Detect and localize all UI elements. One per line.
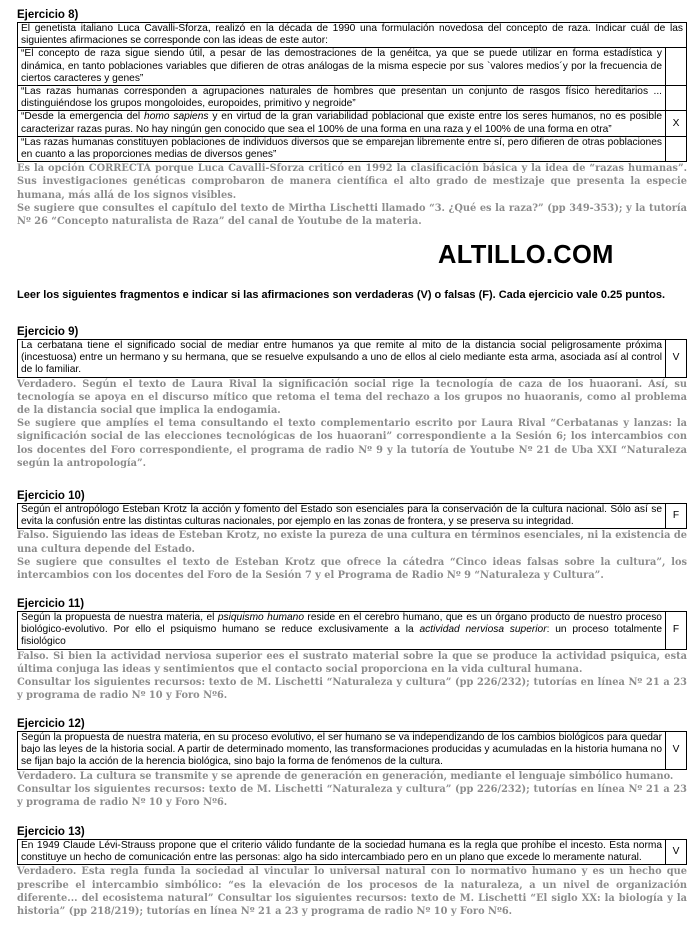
watermark-logo: ALTILLO.COM: [438, 241, 614, 269]
exercise-title: Ejercicio 12): [17, 718, 85, 730]
option-2[interactable]: “Las razas humanas corresponden a agrupaciones naturales de hombres que presentan un conjunto de rasgos físico hereditarios ... distinguiéndose los grupos mongoloides, europoides, primitivo y negroide”: [18, 86, 666, 111]
option-1[interactable]: “El concepto de raza sigue siendo útil, a pesar de las demostraciones de la genéitca, ya que se puede utilizar en forma estadística y dinámica, en tanto poblaciones variables que difieren de otras análogas de la misma especie por sus `valores medios´y por la frecuencia de ciertos caracteres y genes”: [18, 48, 666, 86]
statement-part-c: : un proceso totalmente fisiológico: [21, 624, 662, 648]
feedback-text: Falso. Siguiendo las ideas de Esteban Krotz, no existe la pureza de una cultura en términos esenciales, ni la existencia de una cultura depende del Estado.: [17, 530, 687, 555]
option-4-mark[interactable]: [666, 136, 687, 161]
instructions: Leer los siguientes fragmentos e indicar si las afirmaciones son verdaderas (V) o falsas (F). Cada ejercicio vale 0.25 puntos.: [17, 289, 666, 301]
statement: En 1949 Claude Lévi-Strauss propone que el criterio válido fundante de la sociedad humana es la regla que prohíbe el incesto. Esta norma constituye un hecho de comunicación entre las personas: algo ha sido intercambiado pero en un plano que excede lo meramente natural.: [18, 840, 666, 865]
suggestion-text: Se sugiere que consultes el capítulo del texto de Mirtha Lischetti llamado “3. ¿Qué es la raza?” (pp 349-353); y la tutoría Nº 26 “Concepto naturalista de Raza” del canal de Youtube de la materia.: [17, 202, 687, 228]
exercise-title: Ejercicio 9): [17, 326, 79, 338]
exercise-9-table: [17, 339, 687, 378]
suggestion-text: Se sugiere que consultes el texto de Esteban Krotz que ofrece la cátedra “Cinco ideas falsas sobre la cultura”, los intercambios con los docentes del Foro de la Sesión 7 y el Programa de Radio Nº 9 “Naturaleza y Cultura”.: [17, 556, 687, 582]
answer-mark[interactable]: F: [666, 504, 687, 529]
exercise-title: Ejercicio 13): [17, 826, 85, 838]
answer-mark[interactable]: V: [666, 732, 687, 770]
feedback-text: Verdadero. Esta regla funda la sociedad al vincular lo universal natural con lo normativo humano y es un hecho que prescribe el intercambio simbólico: “es la elevación de los procesos de la naturaleza, a un nivel de organización diferente... del ecosistema natural” Consultar los siguientes recursos: texto de M. Lischetti “El siglo XX: la biología y la historia” (pp 218/219); tutorías en línea Nº 21 a 23 y programa de radio Nº 10 y Foro Nº6.: [17, 866, 687, 918]
statement-part-a: Según la propuesta de nuestra materia, el: [21, 612, 218, 623]
exercise-10: [17, 490, 687, 582]
statement-part-b: reside en el cerebro humano, que es un órgano producto de nuestro proceso biológico-evolutivo. Por ello el psiquismo humano se reduce exclusivamente a la: [21, 612, 662, 636]
statement: Según la propuesta de nuestra materia, en su proceso evolutivo, el ser humano se va independizando de los cambios biológicos para quedar bajo las leyes de la historia social. A partir de determinado momento, las transformaciones producidas y acumuladas en la historia humana no se fijan bajo la acción de la herencia biológica, sino bajo la forma de fenómenos de la cultura.: [18, 732, 666, 770]
feedback-text: Es la opción CORRECTA porque Luca Cavalli-Sforza criticó en 1992 la clasificación básica y la idea de “razas humanas”. Sus investigaciones genéticas comprobaron de manera científica el alto grado de mestizaje que presenta la especie humana, más allá de los signos visibles.: [17, 163, 687, 201]
option-2-mark[interactable]: [666, 86, 687, 111]
suggestion-text: Consultar los siguientes recursos: texto de M. Lischetti “Naturaleza y cultura” (pp 226/232); tutorías en línea Nº 21 a 23 y programa de radio Nº 10 y Foro Nº6.: [17, 783, 687, 809]
exercise-title: Ejercicio 10): [17, 490, 85, 502]
feedback-text: Falso. Si bien la actividad nerviosa superior ees el sustrato material sobre la que se produce la actividad psiquica, esta última conjuga las ideas y sentimientos que el contacto social proporciona en la vida cultural humana.: [17, 650, 687, 675]
option-4[interactable]: “Las razas humanas constituyen poblaciones de individuos diversos que se emparejan libremente entre sí, pero difieren de otras poblaciones en cuanto a las proporciones medias de diversos genes”: [18, 136, 666, 161]
feedback-text: Verdadero. Según el texto de Laura Rival la significación social rige la tecnología de caza de los huaorani. Así, su tecnología se apoya en el discurso mítico que retoma el tema del rechazo a los grupos no huaoranis, como al problema de la distancia social que implica la endogamia.: [17, 378, 687, 417]
option-3-italic: homo sapiens: [144, 111, 209, 123]
suggestion-text: Consultar los siguientes recursos: texto de M. Lischetti “Naturaleza y cultura” (pp 226/232); tutorías en línea Nº 21 a 23 y programa de radio Nº 10 y Foro Nº6.: [17, 677, 687, 702]
answer-mark[interactable]: V: [666, 840, 687, 865]
exercise-10-table: [17, 503, 687, 529]
exercise-title: Ejercicio 11): [17, 598, 85, 610]
option-3-text-b: y en virtud de la gran variabilidad poblacional que existe entre los seres humanos, no es posible caracterizar razas puras. No hay ningún gen conocido que sea el 100% de una forma en una raza y el 100% de una forma en otra”: [21, 111, 662, 135]
suggestion-text: Se sugiere que amplíes el tema consultando el texto complementario escrito por Laura Rival “Cerbatanas y lanzas: la significación social de las elecciones tecnológicas de los huaorani” correspondiente a la Sesión 6; los intercambios con los docentes del Foro correspondiente, el programa de radio Nº 9 y la tutoría de Youtube Nº 21 de Uba XXI “Naturaleza según la antropología”.: [17, 418, 687, 469]
exercise-8: [17, 9, 687, 228]
exercise-11-table: [17, 611, 687, 650]
exercise-12-table: [17, 731, 687, 770]
exercise-9: [17, 326, 687, 470]
feedback-text: Verdadero. La cultura se transmite y se aprende de generación en generación, mediante el lenguaje simbólico humano.: [17, 770, 674, 782]
exercise-13: [17, 826, 687, 918]
exercise-title: Ejercicio 8): [17, 9, 79, 21]
statement: [18, 612, 666, 650]
option-3[interactable]: [18, 111, 666, 136]
answer-mark[interactable]: V: [666, 340, 687, 378]
exercise-11: [17, 598, 687, 702]
statement: La cerbatana tiene el significado social de mediar entre humanos ya que remite al mito de la distancia social peligrosamente próxima (incestuosa) entre un hermano y su hermana, que se resuelve expulsando a uno de ellos al cielo mediante esta arma, asociada así al control de lo familiar.: [18, 340, 666, 378]
exercise-prompt: El genetista italiano Luca Cavalli-Sforza, realizó en la década de 1990 una formulación novedosa del concepto de raza. Indicar cuál de las siguientes afirmaciones se corresponde con las ideas de este autor:: [18, 23, 687, 48]
exercise-8-table: [17, 22, 687, 162]
option-1-mark[interactable]: [666, 48, 687, 86]
answer-mark[interactable]: F: [666, 612, 687, 650]
statement: Según el antropólogo Esteban Krotz la acción y fomento del Estado son esenciales para la conservación de la cultura nacional. Sólo así se evita la confusión entre las distintas culturas nacionales, por ejemplo en las zonas de frontera, y se preserva su integridad.: [18, 504, 666, 529]
statement-italic-1: psiquismo humano: [217, 612, 304, 623]
option-3-text-a: “Desde la emergencia del: [21, 111, 145, 123]
exercise-13-table: [17, 839, 687, 865]
exercise-12: [17, 718, 687, 809]
option-3-mark[interactable]: X: [666, 111, 687, 136]
statement-italic-2: actividad nerviosa superior: [419, 624, 547, 636]
